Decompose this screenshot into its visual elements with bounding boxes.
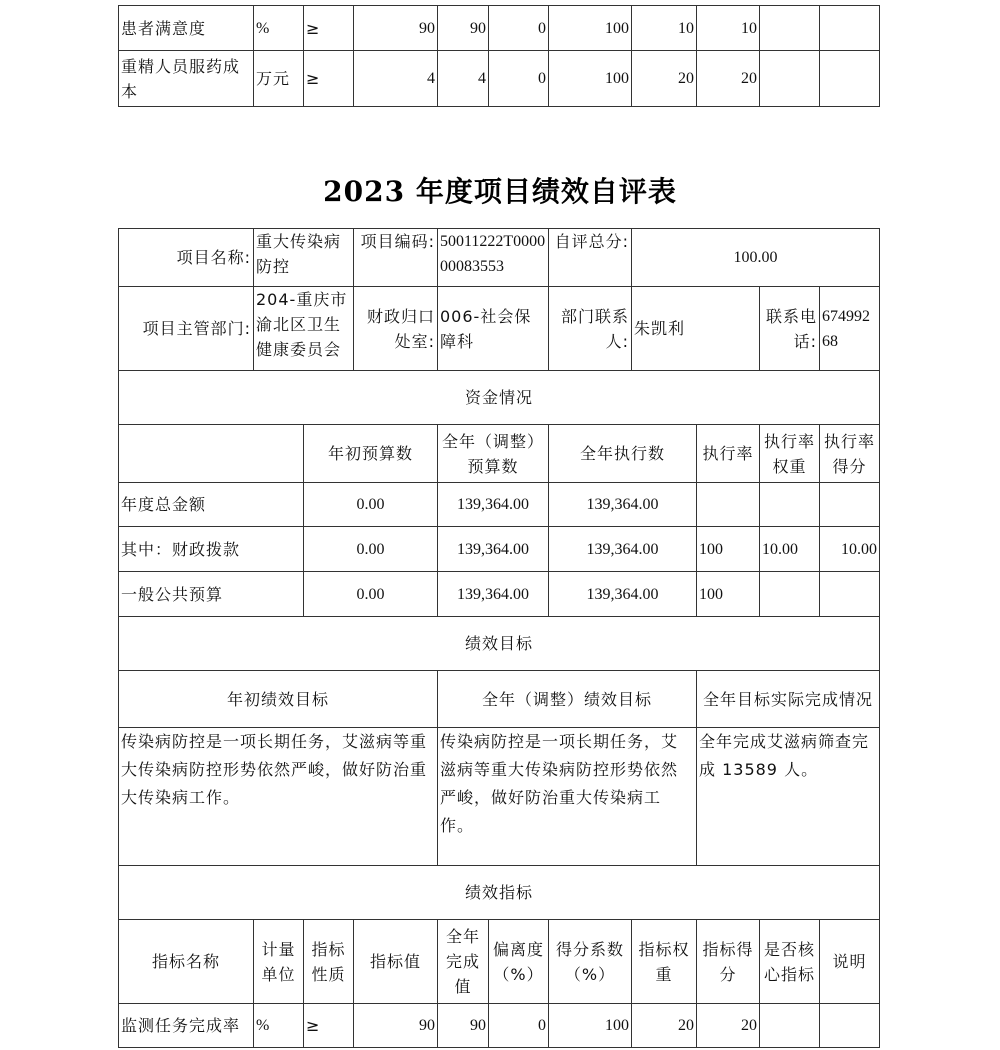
ind-header-target: 指标值 — [354, 920, 438, 1004]
indicator-note — [820, 51, 880, 107]
funds-header-rate-score: 执行率得分 — [820, 425, 880, 483]
goals-header-initial: 年初绩效目标 — [119, 671, 438, 728]
table-row — [119, 483, 880, 527]
ind-header-core: 是否核心指标 — [760, 920, 820, 1004]
evaluation-table — [118, 228, 880, 1048]
funds-row-label: 其中：财政拨款 — [119, 527, 304, 572]
funds-row-executed: 139,364.00 — [549, 527, 697, 572]
funds-row-adjusted: 139,364.00 — [438, 572, 549, 617]
section-header — [119, 371, 880, 425]
funds-header-row — [119, 425, 880, 483]
self-score-label: 自评总分: — [549, 229, 632, 287]
ind-header-weight: 指标权重 — [632, 920, 697, 1004]
table-row — [119, 572, 880, 617]
dept-label: 项目主管部门: — [119, 287, 254, 371]
indicator-score: 10 — [697, 6, 760, 51]
dept-value: 204-重庆市渝北区卫生健康委员会 — [254, 287, 354, 371]
indicators-header-row — [119, 920, 880, 1004]
goals-header-row — [119, 671, 880, 728]
ind-header-deviation: 偏离度（%） — [489, 920, 549, 1004]
table-row — [119, 1004, 880, 1048]
finance-label: 财政归口处室: — [354, 287, 438, 371]
indicator-note — [820, 6, 880, 51]
indicator-deviation: 0 — [489, 51, 549, 107]
goals-actual-text: 全年完成艾滋病筛查完成 13589 人。 — [697, 728, 880, 866]
funds-row-rate: 100 — [697, 572, 760, 617]
indicator-unit: % — [254, 6, 304, 51]
project-code-label: 项目编码: — [354, 229, 438, 287]
funds-row-executed: 139,364.00 — [549, 572, 697, 617]
indicator-target: 90 — [354, 6, 438, 51]
funds-row-weight — [760, 483, 820, 527]
finance-value: 006-社会保障科 — [438, 287, 549, 371]
indicators-section-title: 绩效指标 — [119, 866, 880, 920]
phone-label: 联系电话: — [760, 287, 820, 371]
project-name-value: 重大传染病防控 — [254, 229, 354, 287]
funds-header-initial: 年初预算数 — [304, 425, 438, 483]
ind-header-actual: 全年完成值 — [438, 920, 489, 1004]
indicator-score: 20 — [697, 51, 760, 107]
ind-header-coef: 得分系数（%） — [549, 920, 632, 1004]
indicator-coef: 100 — [549, 51, 632, 107]
indicator-name: 患者满意度 — [119, 6, 254, 51]
funds-row-score — [820, 572, 880, 617]
ind-header-name: 指标名称 — [119, 920, 254, 1004]
indicator-core — [760, 51, 820, 107]
funds-row-label: 年度总金额 — [119, 483, 304, 527]
ind-header-score: 指标得分 — [697, 920, 760, 1004]
indicator-target: 4 — [354, 51, 438, 107]
funds-section-title: 资金情况 — [119, 371, 880, 425]
indicator-note — [820, 1004, 880, 1048]
indicator-deviation: 0 — [489, 6, 549, 51]
section-header — [119, 866, 880, 920]
funds-row-initial: 0.00 — [304, 572, 438, 617]
indicator-nature: ≥ — [304, 1004, 354, 1048]
indicator-core — [760, 1004, 820, 1048]
funds-row-adjusted: 139,364.00 — [438, 527, 549, 572]
contact-label: 部门联系人: — [549, 287, 632, 371]
ind-header-nature: 指标性质 — [304, 920, 354, 1004]
funds-row-score — [820, 483, 880, 527]
indicator-nature: ≥ — [304, 51, 354, 107]
info-row — [119, 229, 880, 287]
goals-header-actual: 全年目标实际完成情况 — [697, 671, 880, 728]
indicator-unit: 万元 — [254, 51, 304, 107]
indicator-weight: 10 — [632, 6, 697, 51]
funds-header-rate: 执行率 — [697, 425, 760, 483]
page-title: 2023 年度项目绩效自评表 — [323, 175, 677, 208]
funds-row-weight — [760, 572, 820, 617]
indicator-actual: 90 — [438, 1004, 489, 1048]
funds-row-score: 10.00 — [820, 527, 880, 572]
funds-row-initial: 0.00 — [304, 527, 438, 572]
goals-content-row — [119, 728, 880, 866]
funds-row-label: 一般公共预算 — [119, 572, 304, 617]
table-row — [119, 51, 880, 107]
indicator-name: 重精人员服药成本 — [119, 51, 254, 107]
section-header — [119, 617, 880, 671]
ind-header-note: 说明 — [820, 920, 880, 1004]
funds-row-executed: 139,364.00 — [549, 483, 697, 527]
previous-indicator-table — [118, 5, 880, 107]
funds-header-blank — [119, 425, 304, 483]
indicator-core — [760, 6, 820, 51]
indicator-unit: % — [254, 1004, 304, 1048]
phone-value: 67499268 — [820, 287, 880, 371]
indicator-weight: 20 — [632, 51, 697, 107]
indicator-name: 监测任务完成率 — [119, 1004, 254, 1048]
info-row — [119, 287, 880, 371]
project-code-value: 50011222T000000083553 — [438, 229, 549, 287]
funds-header-adjusted: 全年（调整）预算数 — [438, 425, 549, 483]
funds-row-initial: 0.00 — [304, 483, 438, 527]
goals-adjusted-text: 传染病防控是一项长期任务，艾滋病等重大传染病防控形势依然严峻，做好防治重大传染病工作。 — [438, 728, 697, 866]
funds-header-rate-weight: 执行率权重 — [760, 425, 820, 483]
indicator-coef: 100 — [549, 1004, 632, 1048]
table-row — [119, 527, 880, 572]
table-row — [119, 6, 880, 51]
indicator-weight: 20 — [632, 1004, 697, 1048]
indicator-score: 20 — [697, 1004, 760, 1048]
funds-row-adjusted: 139,364.00 — [438, 483, 549, 527]
funds-row-weight: 10.00 — [760, 527, 820, 572]
indicator-nature: ≥ — [304, 6, 354, 51]
funds-row-rate — [697, 483, 760, 527]
indicator-actual: 4 — [438, 51, 489, 107]
funds-row-rate: 100 — [697, 527, 760, 572]
goals-header-adjusted: 全年（调整）绩效目标 — [438, 671, 697, 728]
indicator-actual: 90 — [438, 6, 489, 51]
project-name-label: 项目名称: — [119, 229, 254, 287]
goals-initial-text: 传染病防控是一项长期任务，艾滋病等重大传染病防控形势依然严峻，做好防治重大传染病工作。 — [119, 728, 438, 866]
indicator-target: 90 — [354, 1004, 438, 1048]
contact-value: 朱凯利 — [632, 287, 760, 371]
indicator-coef: 100 — [549, 6, 632, 51]
indicator-deviation: 0 — [489, 1004, 549, 1048]
ind-header-unit: 计量单位 — [254, 920, 304, 1004]
goals-section-title: 绩效目标 — [119, 617, 880, 671]
funds-header-executed: 全年执行数 — [549, 425, 697, 483]
self-score-value: 100.00 — [632, 229, 880, 287]
